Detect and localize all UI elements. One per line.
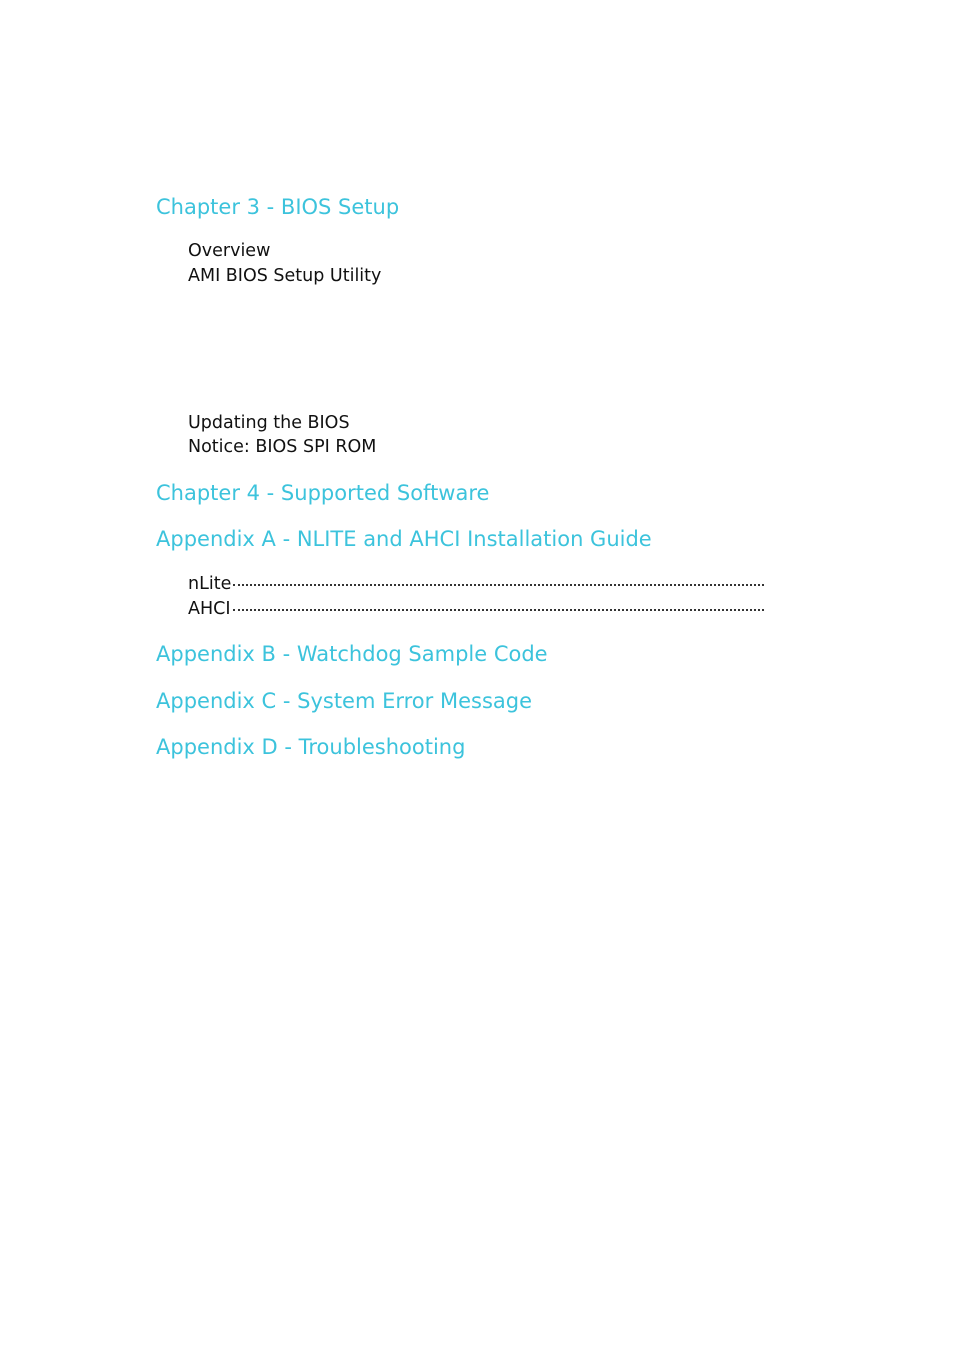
toc-heading-chapter-4[interactable]: Chapter 4 - Supported Software	[156, 481, 490, 505]
toc-entry-notice-bios-spi-rom[interactable]: Notice: BIOS SPI ROM	[188, 437, 377, 457]
toc-entry-label: AHCI	[188, 599, 231, 619]
toc-heading-chapter-3[interactable]: Chapter 3 - BIOS Setup	[156, 195, 400, 219]
toc-entry-ami-bios-setup-utility[interactable]: AMI BIOS Setup Utility	[188, 266, 382, 286]
toc-heading-appendix-a[interactable]: Appendix A - NLITE and AHCI Installation Guide	[156, 527, 652, 551]
toc-heading-appendix-b[interactable]: Appendix B - Watchdog Sample Code	[156, 642, 548, 666]
toc-heading-appendix-d[interactable]: Appendix D - Troubleshooting	[156, 735, 466, 759]
toc-entry-label: nLite	[188, 574, 232, 594]
dot-leader	[233, 584, 764, 586]
dot-leader	[233, 609, 764, 611]
toc-entry-nlite[interactable]	[188, 574, 764, 594]
toc-entry-overview[interactable]: Overview	[188, 241, 271, 261]
toc-entry-ahci[interactable]	[188, 599, 764, 619]
toc-entry-updating-the-bios[interactable]: Updating the BIOS	[188, 413, 350, 433]
toc-heading-appendix-c[interactable]: Appendix C - System Error Message	[156, 689, 533, 713]
